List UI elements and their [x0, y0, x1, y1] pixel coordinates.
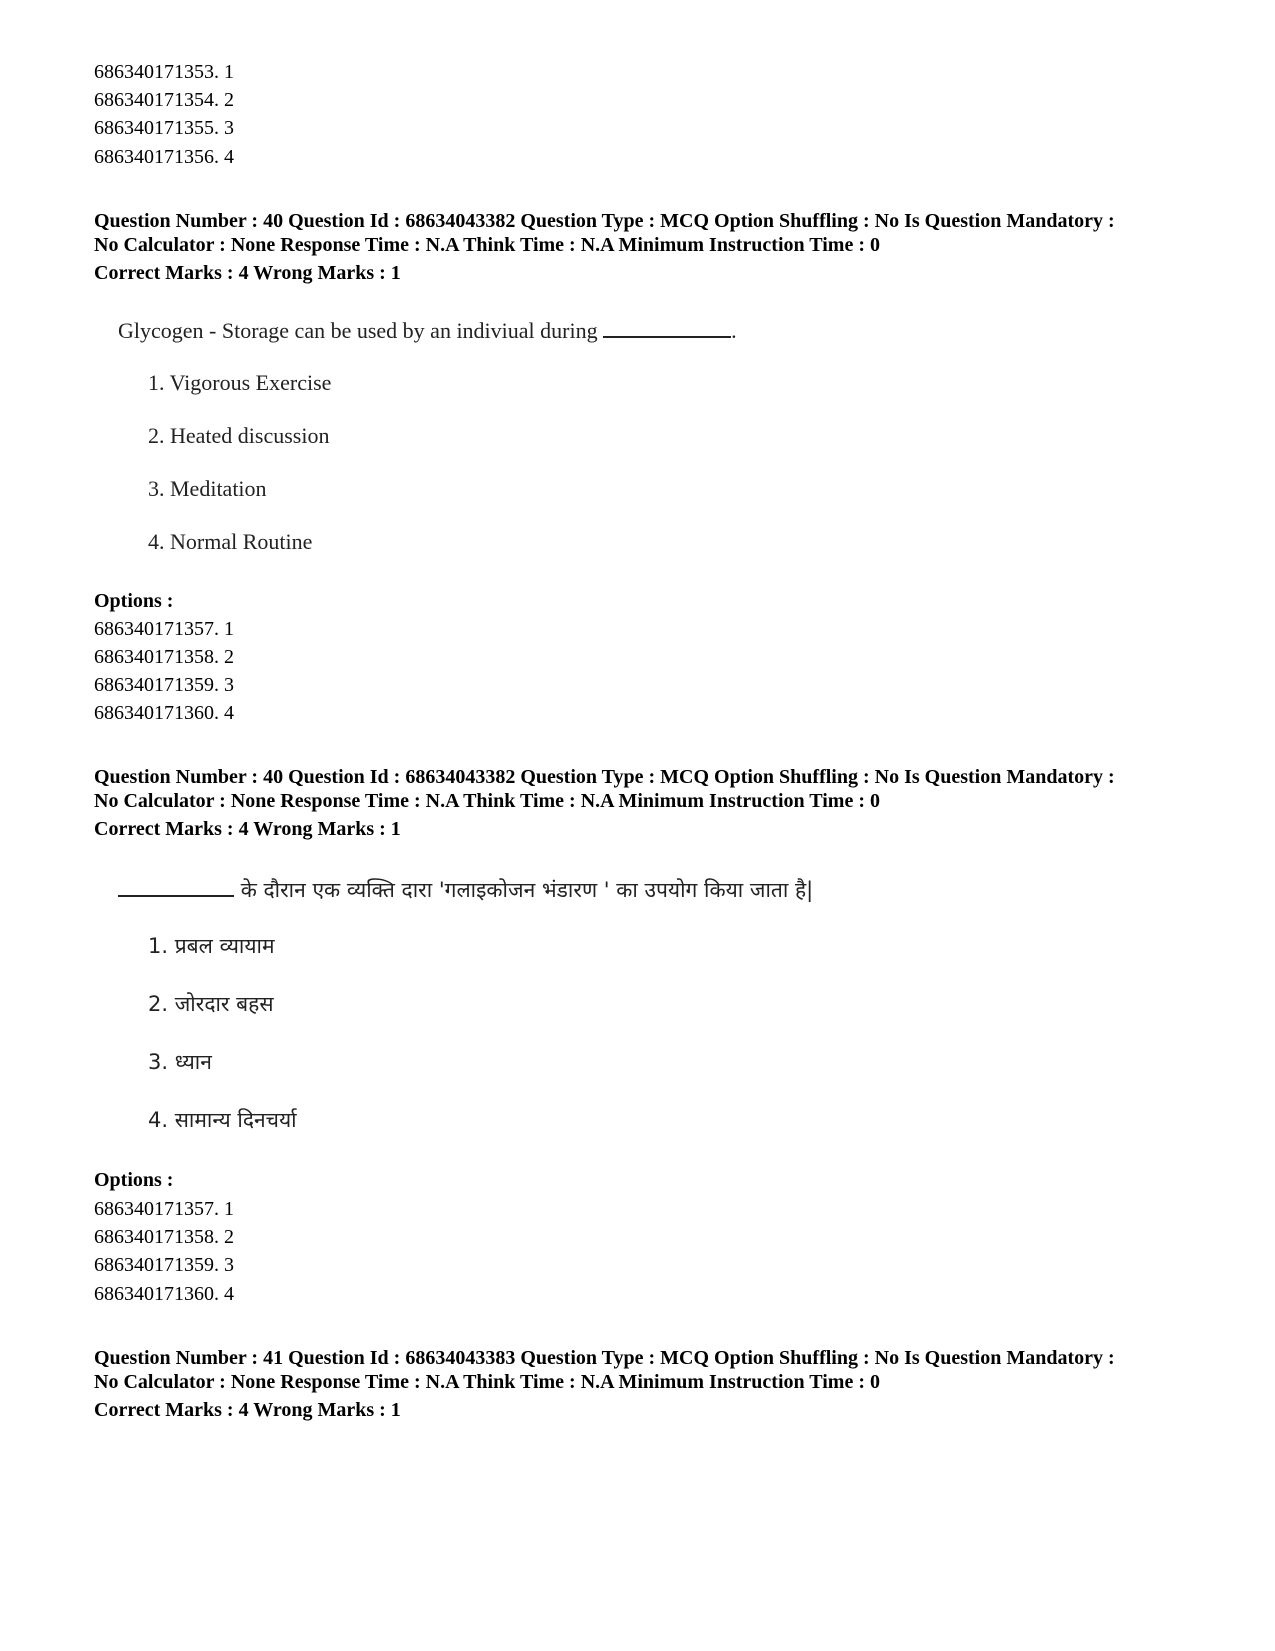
option-id: 686340171358. 2: [94, 646, 234, 668]
option-id: 686340171359. 3: [94, 674, 234, 696]
question-choice: 3. ध्यान: [148, 1050, 212, 1074]
question-meta-line2: No Calculator : None Response Time : N.A Think Time : N.A Minimum Instruction Time : 0: [94, 234, 880, 256]
question-marks: Correct Marks : 4 Wrong Marks : 1: [94, 818, 401, 840]
options-label: Options :: [94, 1169, 174, 1191]
option-id: 686340171357. 1: [94, 618, 234, 640]
fill-blank: [603, 316, 731, 338]
question-choice: 2. Heated discussion: [148, 423, 330, 448]
question-meta-line2: No Calculator : None Response Time : N.A Think Time : N.A Minimum Instruction Time : 0: [94, 790, 880, 812]
question-choice: 1. प्रबल व्यायाम: [148, 934, 275, 958]
options-label: Options :: [94, 590, 174, 612]
question-choice: 4. Normal Routine: [148, 529, 313, 554]
question-meta-line1: Question Number : 40 Question Id : 68634043382 Question Type : MCQ Option Shuffling : No Is Question Mandatory :: [94, 766, 1115, 788]
option-id: 686340171353. 1: [94, 61, 234, 83]
option-id: 686340171355. 3: [94, 117, 234, 139]
question-choice: 3. Meditation: [148, 476, 267, 501]
option-id: 686340171357. 1: [94, 1198, 234, 1220]
option-id: 686340171359. 3: [94, 1254, 234, 1276]
option-id: 686340171360. 4: [94, 1283, 234, 1305]
question-text-suffix: के दौरान एक व्यक्ति दारा 'गलाइकोजन भंडारण ' का उपयोग किया जाता है|: [240, 878, 814, 902]
question-text-suffix: .: [731, 318, 737, 343]
question-text: [118, 316, 737, 345]
question-marks: Correct Marks : 4 Wrong Marks : 1: [94, 1399, 401, 1421]
question-choice: 4. सामान्य दिनचर्या: [148, 1108, 297, 1132]
option-id: 686340171358. 2: [94, 1226, 234, 1248]
question-meta-line1: Question Number : 40 Question Id : 68634043382 Question Type : MCQ Option Shuffling : No Is Question Mandatory :: [94, 210, 1115, 232]
option-id: 686340171356. 4: [94, 146, 234, 168]
option-id: 686340171354. 2: [94, 89, 234, 111]
question-choice: 2. जोरदार बहस: [148, 992, 274, 1016]
question-meta-line2: No Calculator : None Response Time : N.A Think Time : N.A Minimum Instruction Time : 0: [94, 1371, 880, 1393]
question-choice: 1. Vigorous Exercise: [148, 370, 332, 395]
question-meta-line1: Question Number : 41 Question Id : 68634043383 Question Type : MCQ Option Shuffling : No Is Question Mandatory :: [94, 1347, 1115, 1369]
question-marks: Correct Marks : 4 Wrong Marks : 1: [94, 262, 401, 284]
question-text-prefix: Glycogen - Storage can be used by an indiviual during: [118, 318, 598, 343]
fill-blank: [118, 875, 234, 897]
option-id: 686340171360. 4: [94, 702, 234, 724]
question-text: [118, 875, 813, 904]
